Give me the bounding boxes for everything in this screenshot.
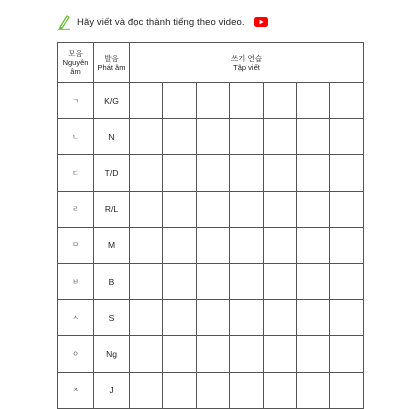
practice-cell[interactable] [230, 372, 263, 408]
table-row [58, 227, 364, 263]
practice-cell[interactable] [163, 227, 196, 263]
practice-cell[interactable] [196, 372, 229, 408]
table-row [58, 263, 364, 299]
practice-cell[interactable] [130, 372, 163, 408]
practice-cell[interactable] [230, 263, 263, 299]
practice-header-vi: Tập viết [233, 62, 260, 72]
practice-cell[interactable] [130, 191, 163, 227]
vowel-header-vi-1: Nguyên [62, 58, 89, 67]
instruction-text: Hãy viết và đọc thành tiếng theo video. [77, 16, 245, 28]
vowel-column-header [58, 43, 94, 83]
practice-cell[interactable] [196, 227, 229, 263]
practice-cell[interactable] [330, 300, 364, 336]
practice-cell[interactable] [130, 155, 163, 191]
practice-cell[interactable] [263, 372, 296, 408]
letter-cell: ㅂ [58, 263, 94, 299]
table-row [58, 83, 364, 119]
pronunciation-cell: T/D [94, 155, 130, 191]
practice-cell[interactable] [163, 191, 196, 227]
table-row [58, 336, 364, 372]
practice-cell[interactable] [330, 372, 364, 408]
practice-cell[interactable] [230, 336, 263, 372]
pronunciation-column-header [94, 43, 130, 83]
pronunciation-cell: J [94, 372, 130, 408]
letter-cell: ㄴ [58, 119, 94, 155]
pronunciation-cell: S [94, 300, 130, 336]
letter-cell: ㅇ [58, 336, 94, 372]
practice-cell[interactable] [163, 83, 196, 119]
practice-cell[interactable] [163, 300, 196, 336]
table-row [58, 372, 364, 408]
pron-header-vi: Phát âm [97, 62, 126, 72]
practice-cell[interactable] [330, 336, 364, 372]
instruction-header [57, 12, 268, 32]
practice-cell[interactable] [196, 263, 229, 299]
practice-cell[interactable] [263, 119, 296, 155]
youtube-play-icon[interactable] [254, 17, 268, 27]
practice-cell[interactable] [163, 372, 196, 408]
practice-cell[interactable] [196, 119, 229, 155]
pronunciation-cell: K/G [94, 83, 130, 119]
practice-cell[interactable] [163, 119, 196, 155]
pronunciation-cell: Ng [94, 336, 130, 372]
practice-cell[interactable] [330, 227, 364, 263]
practice-cell[interactable] [130, 336, 163, 372]
practice-cell[interactable] [296, 263, 329, 299]
pencil-icon [57, 14, 71, 30]
practice-cell[interactable] [196, 155, 229, 191]
practice-cell[interactable] [163, 263, 196, 299]
practice-cell[interactable] [230, 227, 263, 263]
practice-cell[interactable] [296, 191, 329, 227]
vowel-header-vi-2: âm [70, 67, 81, 76]
practice-cell[interactable] [330, 263, 364, 299]
practice-cell[interactable] [196, 336, 229, 372]
letter-cell: ㅅ [58, 300, 94, 336]
practice-cell[interactable] [130, 300, 163, 336]
pronunciation-cell: M [94, 227, 130, 263]
practice-cell[interactable] [263, 263, 296, 299]
practice-cell[interactable] [230, 300, 263, 336]
practice-cell[interactable] [263, 227, 296, 263]
practice-cell[interactable] [330, 83, 364, 119]
pronunciation-cell: R/L [94, 191, 130, 227]
practice-cell[interactable] [196, 191, 229, 227]
practice-cell[interactable] [263, 191, 296, 227]
table-row [58, 155, 364, 191]
letter-cell: ㄷ [58, 155, 94, 191]
practice-cell[interactable] [263, 300, 296, 336]
practice-column-header [130, 43, 364, 83]
table-header-row [58, 43, 364, 83]
practice-cell[interactable] [230, 155, 263, 191]
table-row [58, 300, 364, 336]
practice-header-ko: 쓰기 연습 [230, 53, 263, 63]
practice-cell[interactable] [196, 300, 229, 336]
practice-cell[interactable] [296, 300, 329, 336]
practice-cell[interactable] [263, 83, 296, 119]
practice-cell[interactable] [230, 119, 263, 155]
letter-cell: ㅁ [58, 227, 94, 263]
practice-cell[interactable] [263, 155, 296, 191]
practice-cell[interactable] [130, 227, 163, 263]
letter-cell: ㅈ [58, 372, 94, 408]
table-row [58, 191, 364, 227]
pronunciation-cell: N [94, 119, 130, 155]
letter-cell: ㄱ [58, 83, 94, 119]
letter-cell: ㄹ [58, 191, 94, 227]
practice-cell[interactable] [296, 372, 329, 408]
pron-header-ko: 발음 [104, 53, 119, 63]
practice-cell[interactable] [163, 336, 196, 372]
table-row [58, 119, 364, 155]
practice-cell[interactable] [130, 83, 163, 119]
practice-cell[interactable] [330, 191, 364, 227]
practice-cell[interactable] [330, 119, 364, 155]
practice-cell[interactable] [196, 83, 229, 119]
practice-cell[interactable] [230, 83, 263, 119]
writing-practice-table [57, 42, 364, 409]
vowel-header-ko: 모음 [68, 49, 83, 58]
practice-cell[interactable] [130, 119, 163, 155]
practice-cell[interactable] [296, 83, 329, 119]
practice-cell[interactable] [330, 155, 364, 191]
practice-cell[interactable] [296, 155, 329, 191]
practice-cell[interactable] [296, 336, 329, 372]
practice-cell[interactable] [263, 336, 296, 372]
pronunciation-cell: B [94, 263, 130, 299]
practice-cell[interactable] [130, 263, 163, 299]
practice-cell[interactable] [296, 119, 329, 155]
practice-cell[interactable] [230, 191, 263, 227]
practice-cell[interactable] [163, 155, 196, 191]
practice-cell[interactable] [296, 227, 329, 263]
